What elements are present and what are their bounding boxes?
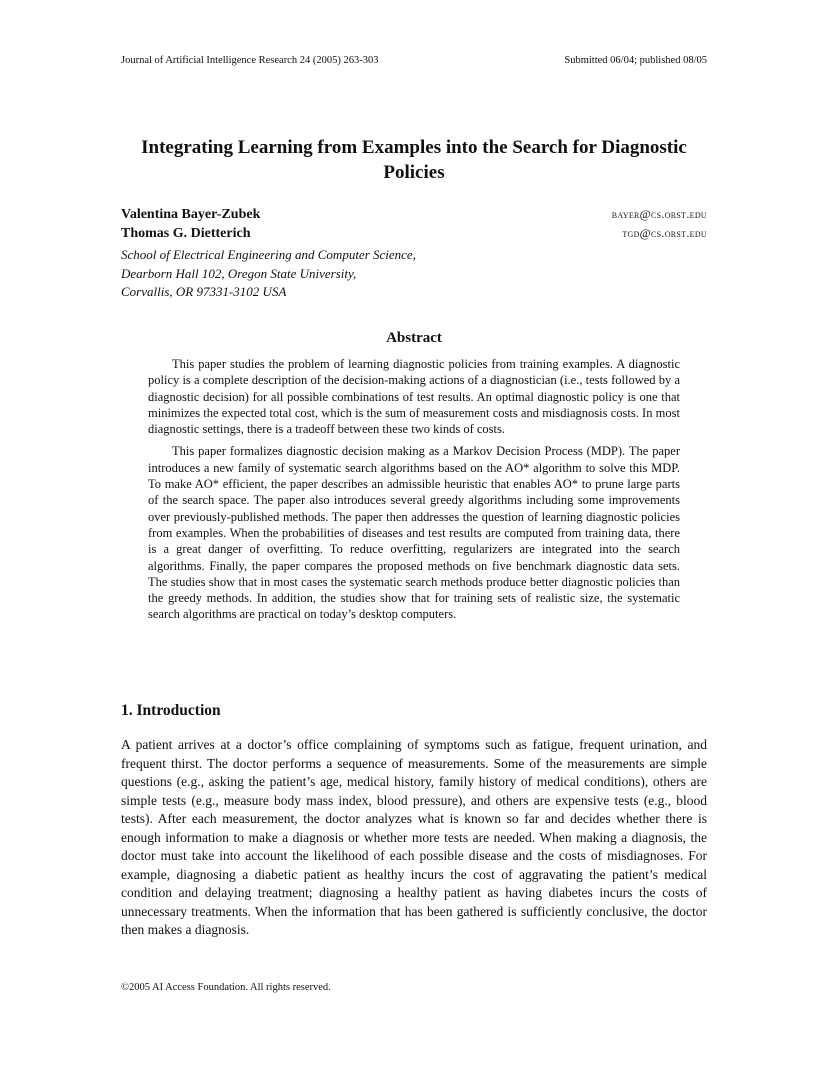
section-heading: 1. Introduction xyxy=(121,702,221,719)
author-name: Thomas G. Dietterich xyxy=(121,226,251,241)
author-row xyxy=(121,226,707,245)
intro-paragraph: A patient arrives at a doctor’s office complaining of symptoms such as fatigue, frequent urination, and frequent thirst. The doctor performs a sequence of measurements. Some of the measurements are simple questions (e.g., asking the patient’s age, medical history, family history of medical conditions), others are simple tests (e.g., measure body mass index, blood pressure), and others are expensive tests (e.g., blood tests). After each measurement, the doctor analyzes what is known so far and decides whether there is enough information to make a diagnosis or whether more tests are needed. When making a diagnosis, the doctor must take into account the likelihood of each possible disease and the costs of misdiagnoses. For example, diagnosing a diabetic patient as healthy incurs the cost of aggravating the patient’s medical condition and delaying treatment; diagnosing a healthy patient as having diabetes incurs the costs of unnecessary treatments. When the information that has been gathered is sufficiently conclusive, the doctor then makes a diagnosis. xyxy=(121,737,707,937)
affiliation-line: School of Electrical Engineering and Computer Science, xyxy=(121,247,416,262)
abstract-paragraph: This paper studies the problem of learning diagnostic policies from training examples. A diagnostic policy is a complete description of the decision-making actions of a diagnostician (i.e., tests followed by a diagnostic decision) for all possible combinations of test results. An optimal diagnostic policy is one that minimizes the expected total cost, which is the sum of measurement costs and misdiagnosis costs. In most diagnostic settings, there is a tradeoff between these two kinds of costs. xyxy=(148,357,680,437)
author-email[interactable]: bayer@cs.orst.edu xyxy=(611,207,707,221)
running-header xyxy=(121,55,707,66)
abstract-heading: Abstract xyxy=(386,330,442,346)
abstract-paragraph: This paper formalizes diagnostic decision making as a Markov Decision Process (MDP). The paper introduces a new family of systematic search algorithms based on the AO* algorithm to solve this MDP. To make AO* efficient, the paper describes an admissible heuristic that enables AO* to prune large parts of the search space. The paper also introduces several greedy algorithms including some improvements over previously-published methods. The paper then addresses the question of learning diagnostic policies from examples. When the probabilities of diseases and test results are computed from training data, there is a great danger of overfitting. To reduce overfitting, regularizers are integrated into the search algorithms. Finally, the paper compares the proposed methods on five benchmark diagnostic data sets. The studies show that in most cases the systematic search methods produce better diagnostic policies than the greedy methods. In addition, the studies show that for training sets of realistic size, the systematic search algorithms are practical on today’s desktop computers. xyxy=(148,444,680,622)
paper-title: Integrating Learning from Examples into the Search for Diagnostic Policies xyxy=(141,137,687,183)
submission-dates: Submitted 06/04; published 08/05 xyxy=(564,55,707,66)
copyright-footer: ©2005 AI Access Foundation. All rights reserved. xyxy=(121,982,331,993)
author-email[interactable]: tgd@cs.orst.edu xyxy=(622,226,707,240)
author-block xyxy=(121,207,707,302)
abstract-body xyxy=(148,356,680,629)
journal-citation: Journal of Artificial Intelligence Research 24 (2005) 263-303 xyxy=(121,55,379,66)
affiliation-line: Corvallis, OR 97331-3102 USA xyxy=(121,284,287,299)
author-name: Valentina Bayer-Zubek xyxy=(121,207,261,222)
affiliation-line: Dearborn Hall 102, Oregon State University, xyxy=(121,265,357,281)
author-row xyxy=(121,207,707,226)
affiliation xyxy=(121,246,707,302)
